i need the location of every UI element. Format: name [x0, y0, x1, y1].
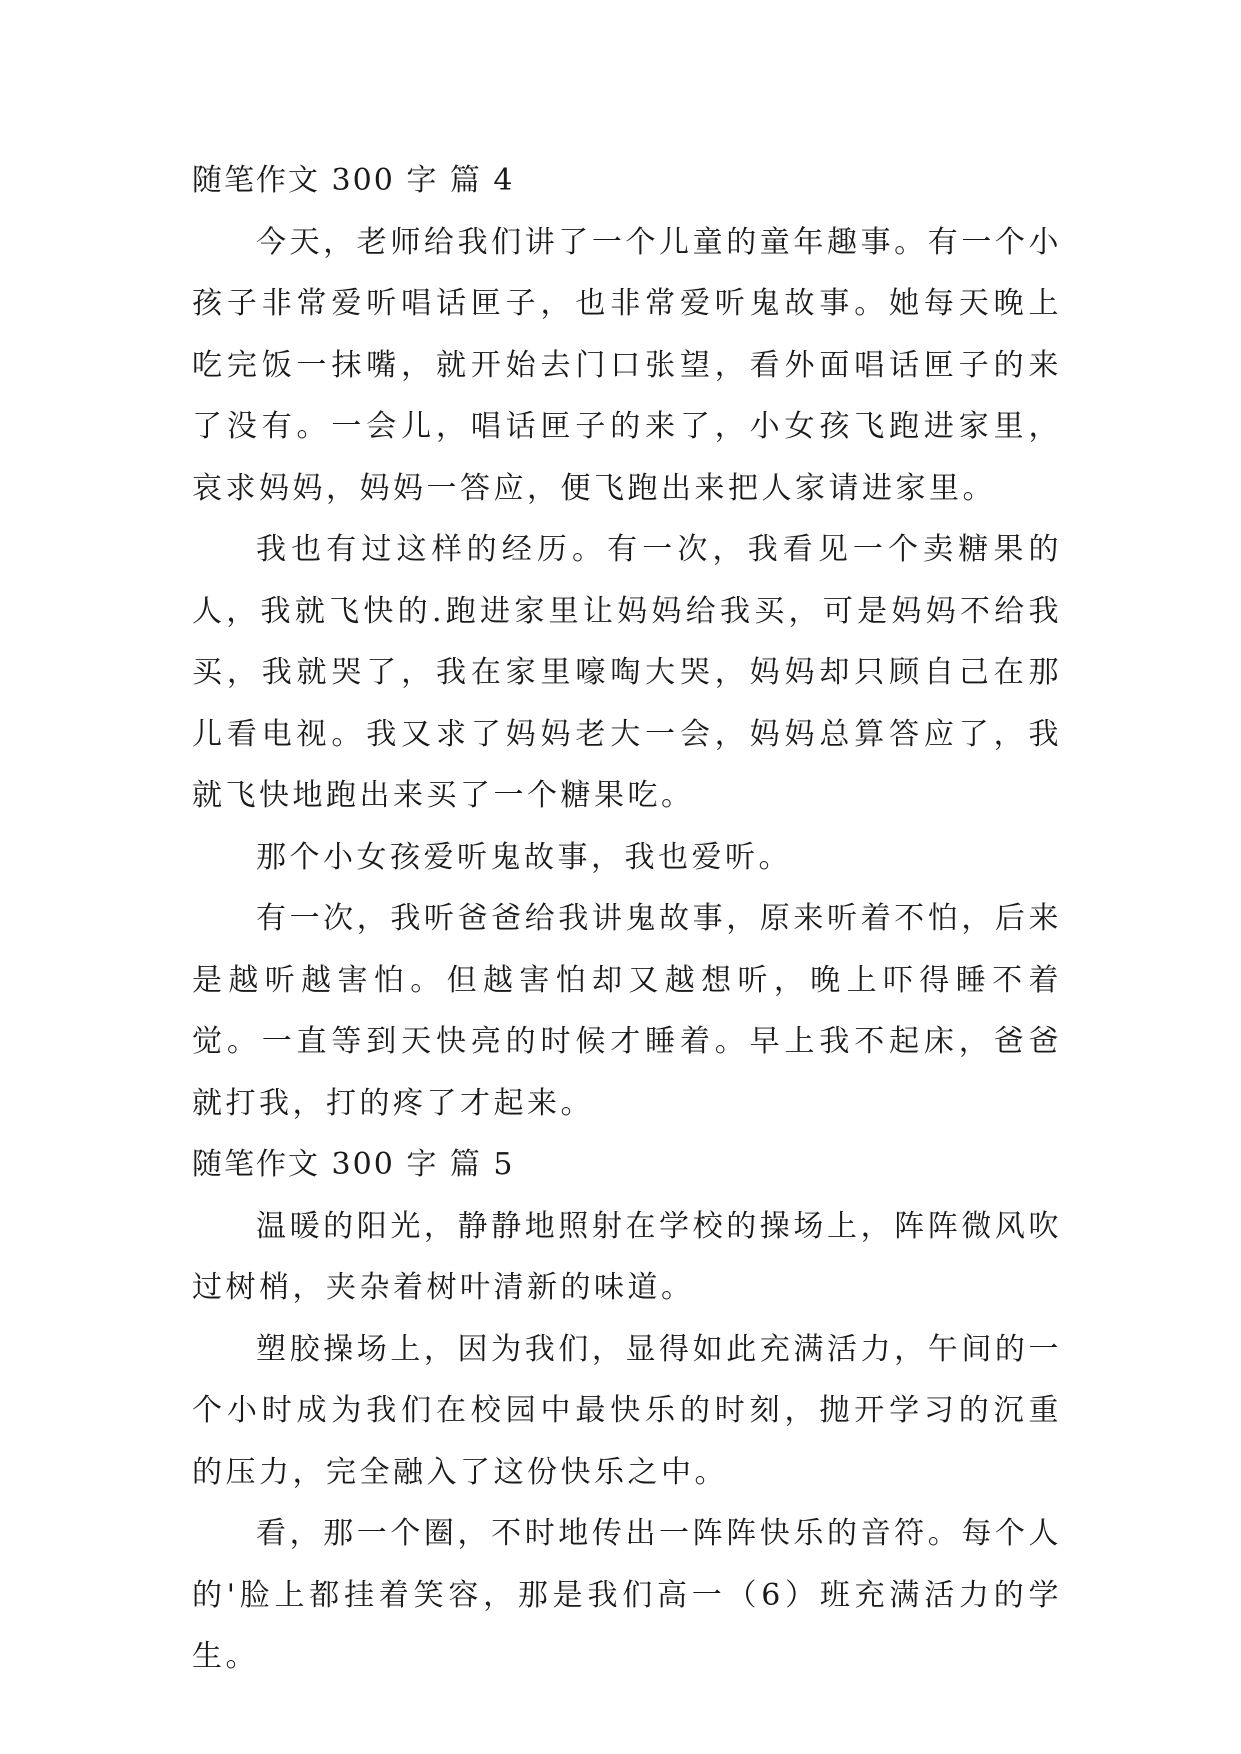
section-heading-5: 随笔作文 300 字 篇 5: [192, 1147, 515, 1182]
paragraph: 塑胶操场上，因为我们，显得如此充满活力，午间的一个小时成为我们在校园中最快乐的时刻，抛开学习的沉重的压力，完全融入了这份快乐之中。: [192, 1331, 1062, 1490]
paragraph: 那个小女孩爱听鬼故事，我也爱听。: [256, 839, 792, 875]
document-page: [192, 150, 1062, 1688]
paragraph: 我也有过这样的经历。有一次，我看见一个卖糖果的人，我就飞快的.跑进家里让妈妈给我买，可是妈妈不给我买，我就哭了，我在家里嚎啕大哭，妈妈却只顾自己在那儿看电视。我又求了妈妈老大一会，妈妈总算答应了，我就飞快地跑出来买了一个糖果吃。: [192, 532, 1062, 813]
paragraph: 温暖的阳光，静静地照射在学校的操场上，阵阵微风吹过树梢，夹杂着树叶清新的味道。: [192, 1208, 1062, 1305]
paragraph: 有一次，我听爸爸给我讲鬼故事，原来听着不怕，后来是越听越害怕。但越害怕却又越想听，晚上吓得睡不着觉。一直等到天快亮的时候才睡着。早上我不起床，爸爸就打我，打的疼了才起来。: [192, 901, 1062, 1121]
paragraph: 今天，老师给我们讲了一个儿童的童年趣事。有一个小孩子非常爱听唱话匣子，也非常爱听鬼故事。她每天晚上吃完饭一抹嘴，就开始去门口张望，看外面唱话匣子的来了没有。一会儿，唱话匣子的来了，小女孩飞跑进家里，哀求妈妈，妈妈一答应，便飞跑出来把人家请进家里。: [192, 224, 1062, 506]
section-heading-4: 随笔作文 300 字 篇 4: [192, 163, 515, 198]
paragraph: 看，那一个圈，不时地传出一阵阵快乐的音符。每个人的'脸上都挂着笑容，那是我们高一（6）班充满活力的学生。: [192, 1516, 1062, 1674]
